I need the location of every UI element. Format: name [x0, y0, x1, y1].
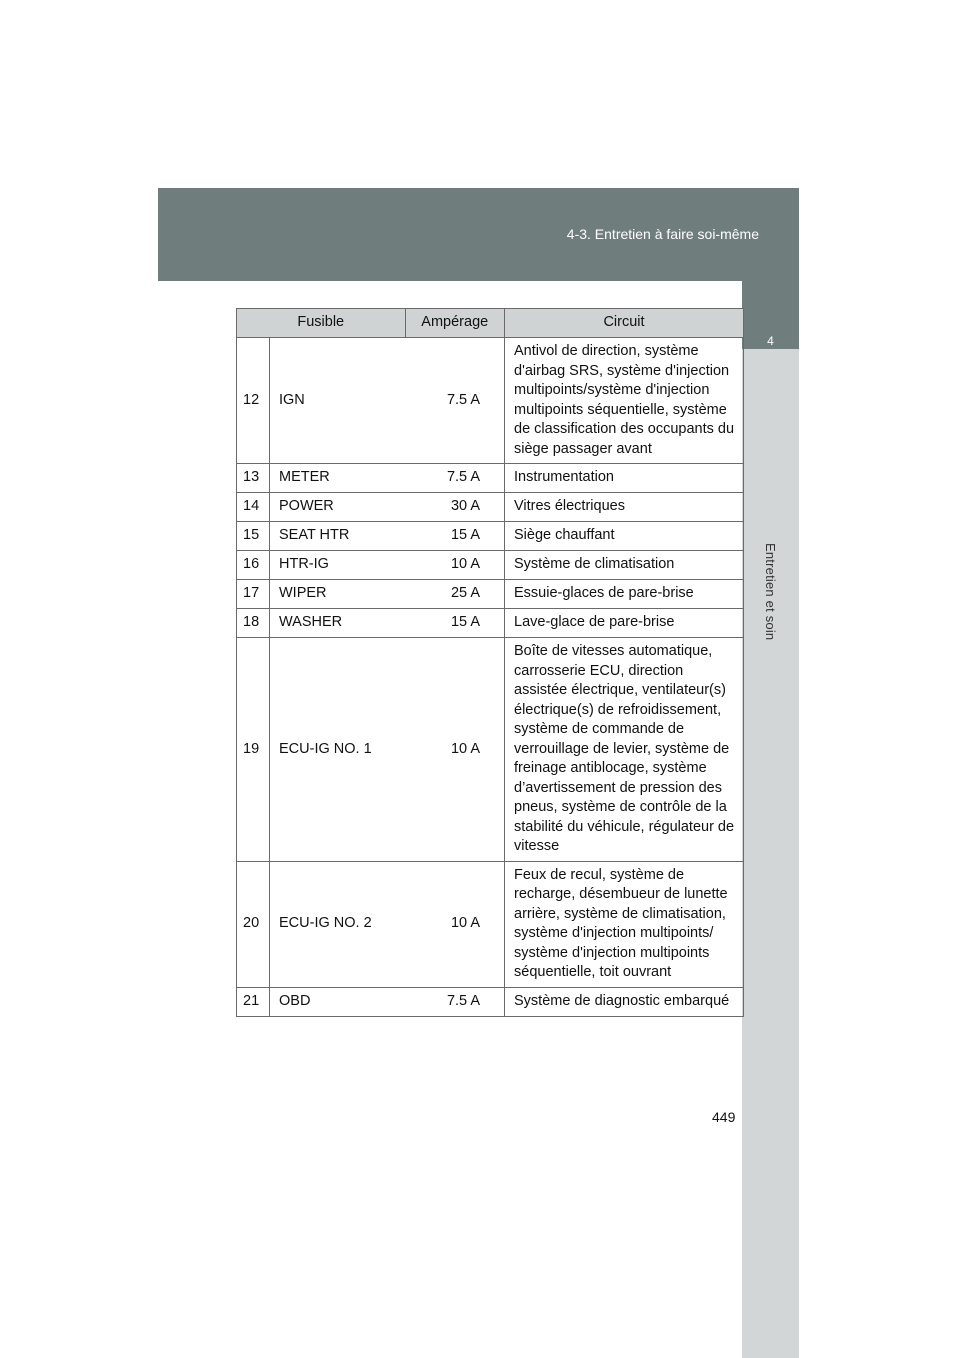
fuse-amperage: 15 A — [405, 609, 505, 638]
chapter-label-wrap — [742, 349, 799, 835]
fuse-circuit: Instrumentation — [505, 464, 744, 493]
table-row — [237, 987, 744, 1016]
fuse-circuit: Feux de recul, système de recharge, désembueur de lunette arrière, système de climatisation, système d'injection multipoints/ système d'injection multipoints séquentielle, toit ouvrant — [505, 861, 744, 987]
header-circuit: Circuit — [505, 309, 744, 338]
fuse-name: ECU-IG NO. 2 — [270, 861, 406, 987]
fuse-name: POWER — [270, 493, 406, 522]
fuse-number: 13 — [237, 464, 270, 493]
page-number: 449 — [712, 1109, 736, 1125]
table-header-row — [237, 309, 744, 338]
table-row — [237, 464, 744, 493]
fuse-number: 14 — [237, 493, 270, 522]
table-row — [237, 580, 744, 609]
fuse-number: 18 — [237, 609, 270, 638]
fuse-circuit: Système de climatisation — [505, 551, 744, 580]
fuse-name: METER — [270, 464, 406, 493]
table-row — [237, 861, 744, 987]
fuse-name: WASHER — [270, 609, 406, 638]
fuse-amperage: 10 A — [405, 861, 505, 987]
fuse-number: 16 — [237, 551, 270, 580]
fuse-number: 12 — [237, 338, 270, 464]
table-row — [237, 609, 744, 638]
header-amperage: Ampérage — [405, 309, 505, 338]
fuse-amperage: 15 A — [405, 522, 505, 551]
fuse-table — [236, 308, 744, 1017]
fuse-amperage: 7.5 A — [405, 338, 505, 464]
fuse-name: ECU-IG NO. 1 — [270, 638, 406, 862]
table-row — [237, 551, 744, 580]
fuse-name: WIPER — [270, 580, 406, 609]
section-title: 4-3. Entretien à faire soi-même — [566, 226, 759, 242]
fuse-amperage: 7.5 A — [405, 464, 505, 493]
fuse-circuit: Boîte de vitesses automatique, carrosserie ECU, direction assistée électrique, ventilateur(s) électrique(s) de refroidissement, système de commande de verrouillage de levier, système de freinage antiblocage, système d’avertissement de pression des pneus, système de contrôle de la stabilité du véhicule, régulateur de vitesse — [505, 638, 744, 862]
chapter-number: 4 — [742, 281, 799, 349]
fuse-circuit: Antivol de direction, système d'airbag SRS, système d'injection multipoints/système d'injection multipoints séquentielle, système de classification des occupants du siège passager avant — [505, 338, 744, 464]
fuse-amperage: 10 A — [405, 551, 505, 580]
fuse-amperage: 25 A — [405, 580, 505, 609]
chapter-tab — [742, 281, 799, 1358]
table-row — [237, 638, 744, 862]
fuse-circuit: Vitres électriques — [505, 493, 744, 522]
fuse-number: 15 — [237, 522, 270, 551]
fuse-circuit: Lave-glace de pare-brise — [505, 609, 744, 638]
fuse-circuit: Siège chauffant — [505, 522, 744, 551]
fuse-name: OBD — [270, 987, 406, 1016]
fuse-amperage: 30 A — [405, 493, 505, 522]
fuse-amperage: 7.5 A — [405, 987, 505, 1016]
fuse-circuit: Système de diagnostic embarqué — [505, 987, 744, 1016]
section-header — [158, 188, 799, 281]
fuse-number: 21 — [237, 987, 270, 1016]
fuse-number: 19 — [237, 638, 270, 862]
fuse-circuit: Essuie-glaces de pare-brise — [505, 580, 744, 609]
table-row — [237, 493, 744, 522]
table-row — [237, 338, 744, 464]
fuse-name: SEAT HTR — [270, 522, 406, 551]
fuse-number: 20 — [237, 861, 270, 987]
header-fuse: Fusible — [237, 309, 406, 338]
chapter-label: Entretien et soin — [763, 543, 778, 641]
fuse-amperage: 10 A — [405, 638, 505, 862]
fuse-name: HTR-IG — [270, 551, 406, 580]
fuse-name: IGN — [270, 338, 406, 464]
table-row — [237, 522, 744, 551]
fuse-number: 17 — [237, 580, 270, 609]
